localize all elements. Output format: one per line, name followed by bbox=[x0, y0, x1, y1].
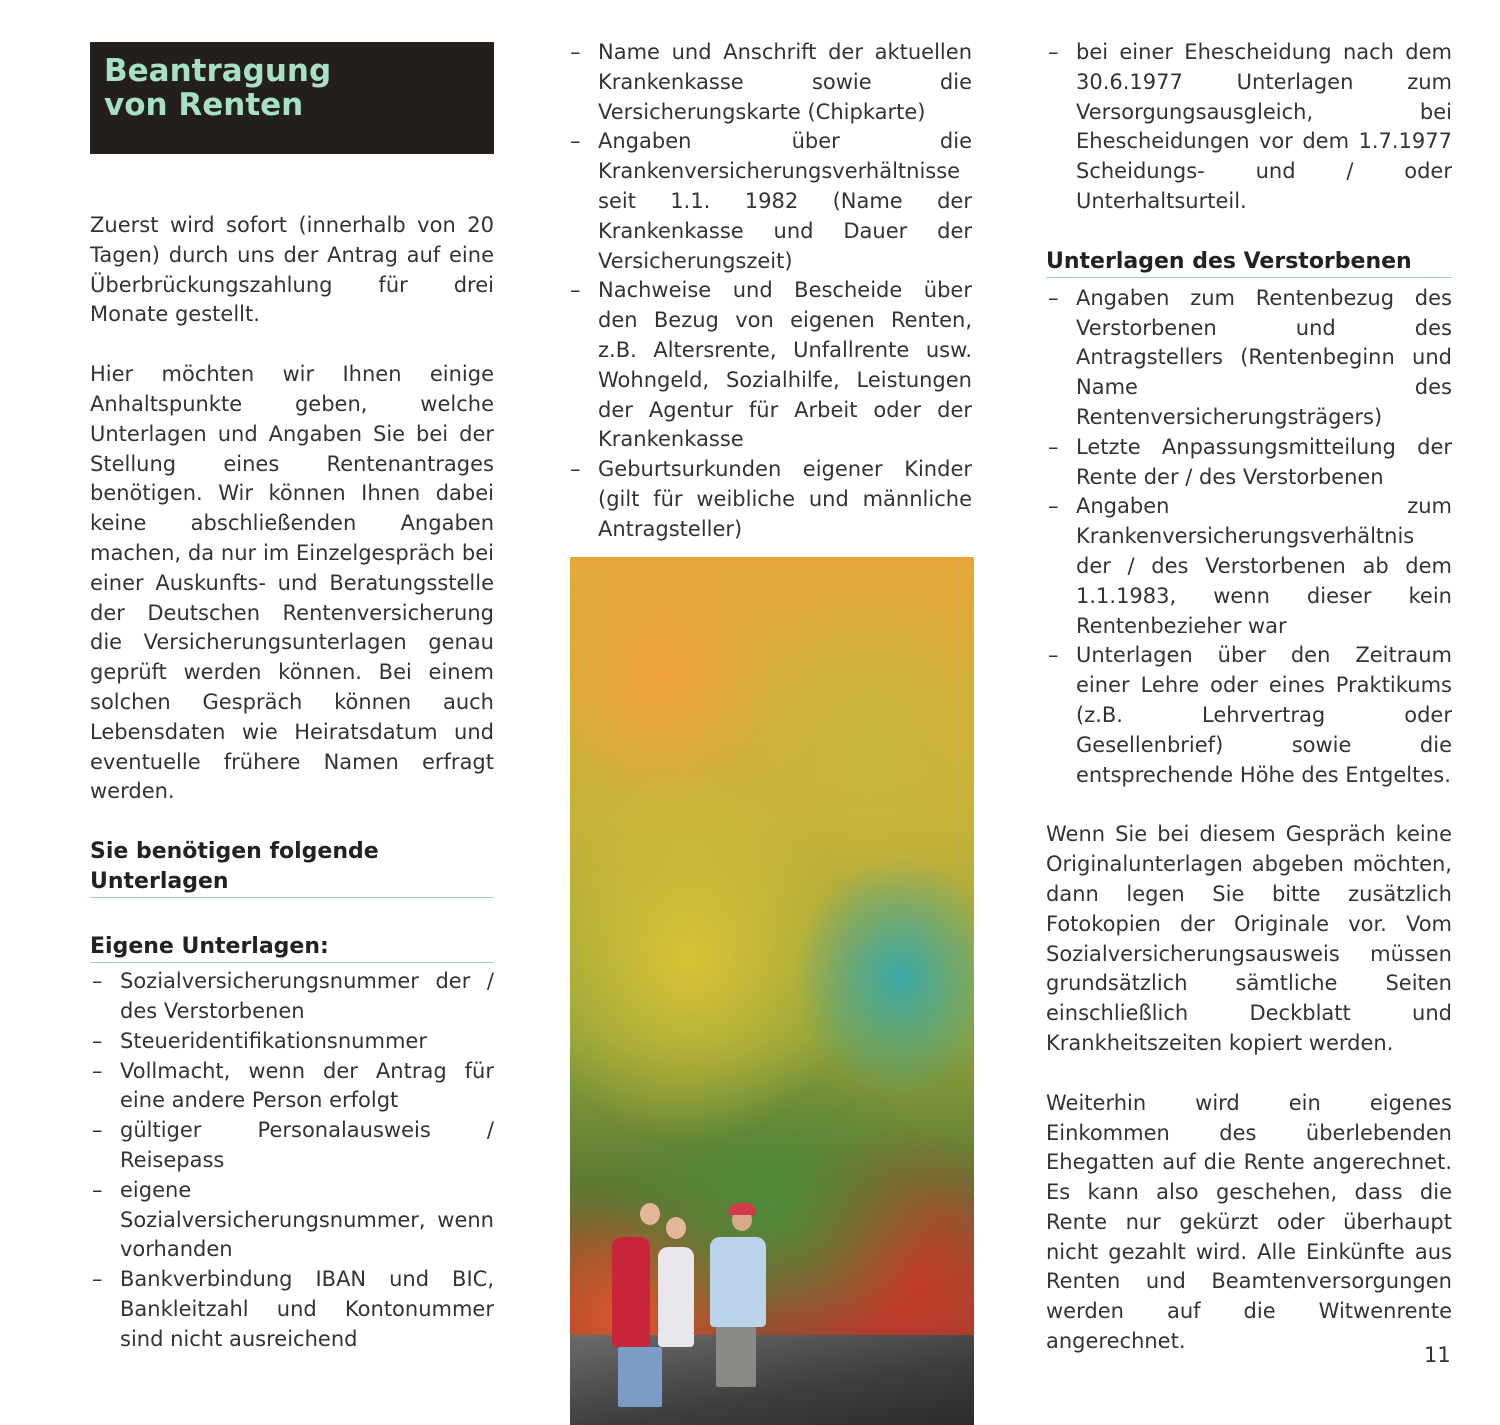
title-line-1: Beantragung bbox=[104, 53, 332, 89]
photo-hiker bbox=[612, 1237, 650, 1347]
list-item: – Letzte Anpassungsmitteilung der Rente der / des Verstorbenen bbox=[1046, 433, 1452, 493]
divorce-documents-list bbox=[1046, 38, 1452, 217]
list-item: – Vollmacht, wenn der Antrag für eine andere Person erfolgt bbox=[90, 1057, 494, 1117]
own-documents-list bbox=[90, 967, 494, 1354]
title-line-2: von Renten bbox=[104, 87, 304, 123]
photo-hiker bbox=[658, 1247, 694, 1347]
list-item: – eigene Sozialversicherungsnummer, wenn vorhanden bbox=[90, 1176, 494, 1265]
list-item: – bei einer Ehescheidung nach dem 30.6.1977 Unterlagen zum Versorgungsausgleich, bei Ehescheidungen vor dem 1.7.1977 Scheidungs- und / oder Unterhaltsurteil. bbox=[1046, 38, 1452, 217]
list-item: – Geburtsurkunden eigener Kinder (gilt für weibliche und männliche Antragsteller) bbox=[568, 455, 972, 544]
section-heading-required-documents: Sie benötigen folgende Unterlagen bbox=[90, 837, 494, 898]
list-item: – Angaben zum Rentenbezug des Verstorbenen und des Antragstellers (Rentenbeginn und Name des Rentenversicherungsträgers) bbox=[1046, 284, 1452, 433]
photo-hiker-head bbox=[640, 1203, 660, 1225]
copies-paragraph: Wenn Sie bei diesem Gespräch keine Originalunterlagen abgeben möchten, dann legen Sie bitte zusätzlich Fotokopien der Originale vor. Vom Sozialversicherungsausweis müssen grundsätzlich sämtliche Seiten einschließlich Deckblatt und Krankheitszeiten kopiert werden. bbox=[1046, 822, 1452, 1055]
column-1 bbox=[90, 0, 494, 1355]
page-number: 11 bbox=[1424, 1343, 1451, 1367]
list-item: – Steueridentifikationsnummer bbox=[90, 1027, 494, 1057]
photo-hiker-legs bbox=[618, 1347, 662, 1407]
list-item: – gültiger Personalausweis / Reisepass bbox=[90, 1116, 494, 1176]
photo-hiker-head bbox=[666, 1217, 686, 1239]
photo-hiker-cap bbox=[728, 1203, 756, 1215]
list-item: – Bankverbindung IBAN und BIC, Bankleitzahl und Kontonummer sind nicht ausreichend bbox=[90, 1265, 494, 1354]
intro-paragraph: Zuerst wird sofort (innerhalb von 20 Tagen) durch uns der Antrag auf eine Überbrückungszahlung für drei Monate gestellt. bbox=[90, 213, 494, 327]
list-item: – Angaben zum Krankenversicherungsverhältnis der / des Verstorbenen ab dem 1.1.1983, wenn dieser kein Rentenbezieher war bbox=[1046, 492, 1452, 641]
deceased-documents-list bbox=[1046, 284, 1452, 791]
list-item: – Unterlagen über den Zeitraum einer Lehre oder eines Praktikums (z.B. Lehrvertrag oder Gesellenbrief) sowie die entsprechende Höhe des Entgeltes. bbox=[1046, 641, 1452, 790]
photo-hiker-legs bbox=[716, 1327, 756, 1387]
column-2 bbox=[568, 0, 972, 545]
autumn-hikers-photo bbox=[570, 557, 974, 1425]
income-paragraph: Weiterhin wird ein eigenes Einkommen des überlebenden Ehegatten auf die Rente angerechnet. Es kann also geschehen, dass die Rente nur gekürzt oder überhaupt nicht gezahlt wird. Alle Einkünfte aus Renten und Beamtenversorgungen werden auf die Witwenrente angerechnet. bbox=[1046, 1090, 1452, 1354]
list-item: – Sozialversicherungsnummer der / des Verstorbenen bbox=[90, 967, 494, 1027]
column-3 bbox=[1046, 0, 1452, 1357]
section-heading-deceased-documents: Unterlagen des Verstorbenen bbox=[1046, 247, 1452, 278]
list-item: – Angaben über die Krankenversicherungsverhältnisse seit 1.1. 1982 (Name der Krankenkasse und Dauer der Versicherungszeit) bbox=[568, 127, 972, 276]
continued-documents-list bbox=[568, 38, 972, 545]
list-item: – Nachweise und Bescheide über den Bezug von eigenen Renten, z.B. Altersrente, Unfallrente usw. Wohngeld, Sozialhilfe, Leistungen der Agentur für Arbeit oder der Krankenkasse bbox=[568, 276, 972, 455]
info-paragraph: Hier möchten wir Ihnen einige Anhaltspunkte geben, welche Unterlagen und Angaben Sie bei der Stellung eines Rentenantrages benötigen. Wir können Ihnen dabei keine abschließenden Angaben machen, da nur im Einzelgespräch bei einer Auskunfts- und Beratungsstelle der Deutschen Rentenversicherung die Versicherungsunterlagen genau geprüft werden können. Bei einem solchen Gespräch können auch Lebensdaten wie Heiratsdatum und eventuelle frühere Namen erfragt werden. bbox=[90, 362, 494, 804]
section-heading-own-documents: Eigene Unterlagen: bbox=[90, 932, 494, 963]
photo-hiker bbox=[710, 1237, 766, 1327]
list-item: – Name und Anschrift der aktuellen Krankenkasse sowie die Versicherungskarte (Chipkarte) bbox=[568, 38, 972, 127]
